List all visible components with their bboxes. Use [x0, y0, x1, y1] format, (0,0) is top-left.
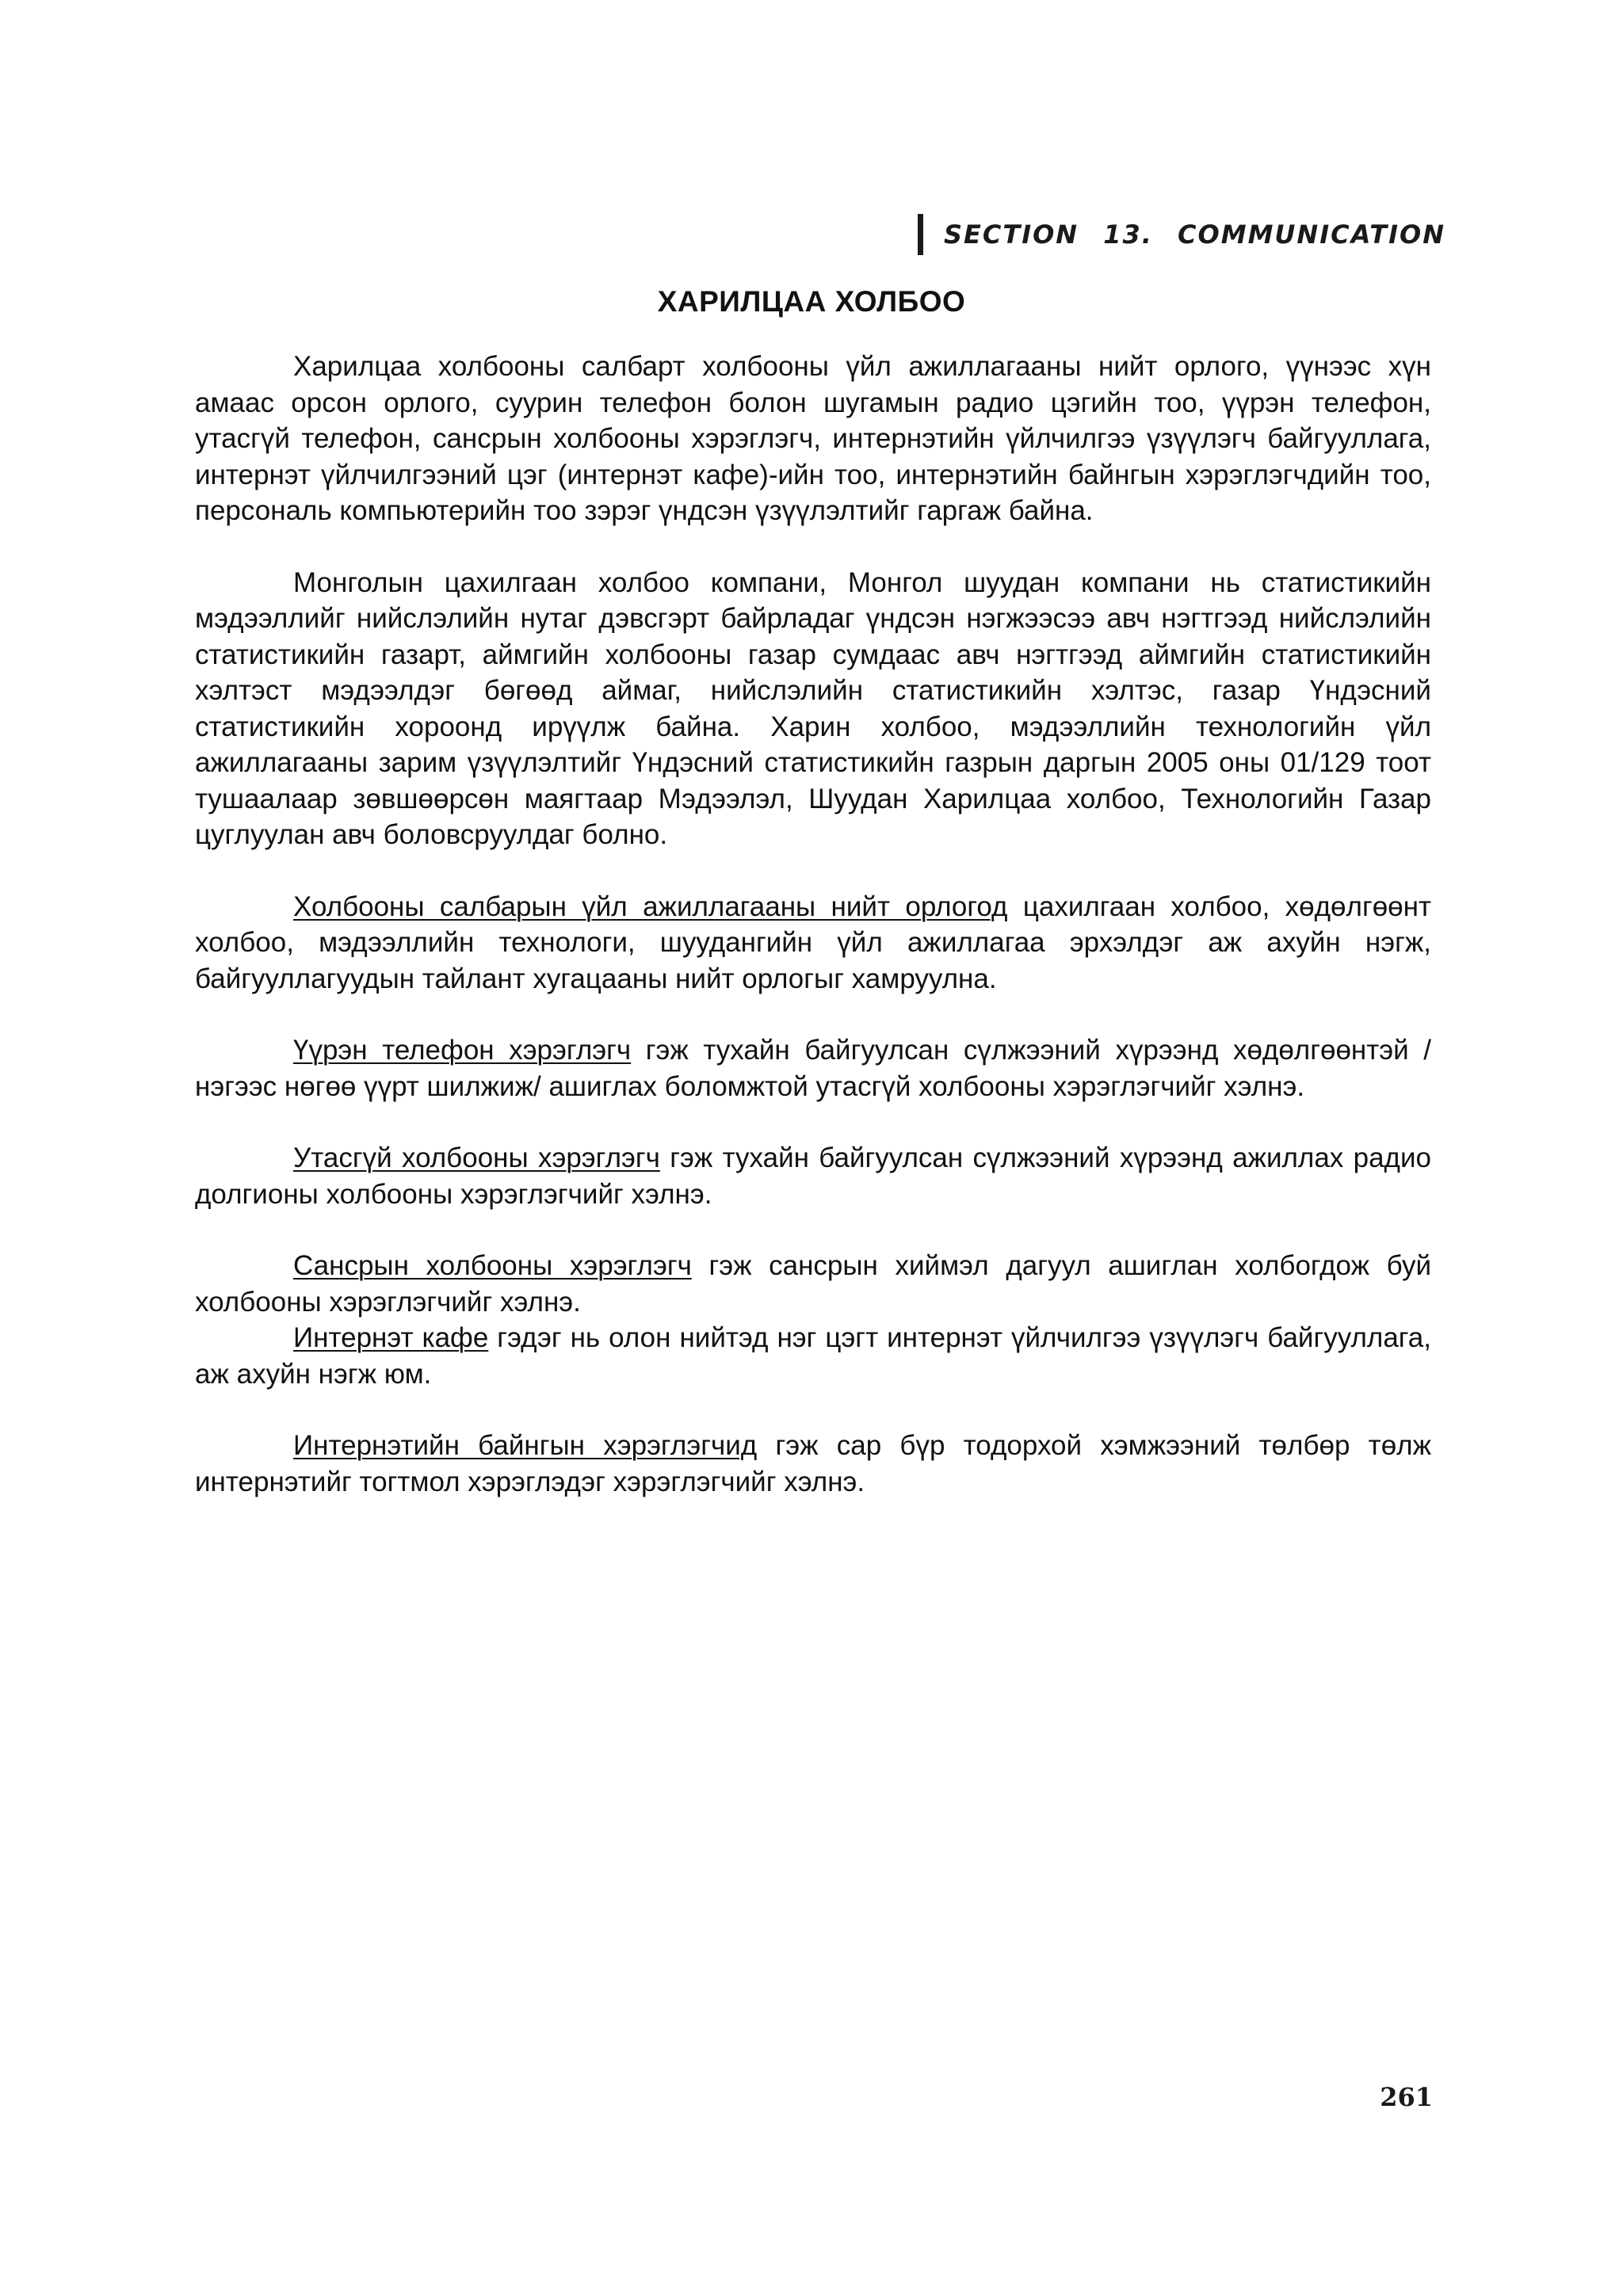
- paragraph-data-sources: Монголын цахилгаан холбоо компани, Монгол шуудан компани нь статистикийн мэдээллийг нийслэлийн нутаг дэвсгэрт байрладаг үндсэн нэгжээсээ авч нэгтгээд нийслэлийн статистикийн газарт, аймгийн холбооны газар сумдаас авч нэгтгээд аймгийн статистикийн хэлтэст мэдээлдэг бөгөөд аймаг, нийслэлийн статистикийн хэлтэс, газар Үндэсний статистикийн хороонд ирүүлж байна. Харин холбоо, мэдээллийн технологийн үйл ажиллагааны зарим үзүүлэлтийг Үндэсний статистикийн газрын даргын 2005 оны 01/129 тоот тушаалаар зөвшөөрсөн маягтаар Мэдээлэл, Шуудан Харилцаа холбоо, Технологийн Газар цуглуулан авч боловсруулдаг болно.: [195, 566, 1431, 850]
- definition-text: гэж тухайн байгуулсан сүлжээний хүрээнд ажиллах радио долгионы холбооны хэрэглэгчийг хэлнэ.: [195, 1142, 1431, 1210]
- definition-text: гэж сар бүр тодорхой хэмжээний төлбөр төлж интернэтийг тогтмол хэрэглэдэг хэрэглэгчийг хэлнэ.: [195, 1430, 1431, 1497]
- defined-term: Холбооны салбарын үйл ажиллагааны нийт орлогод: [293, 891, 1008, 922]
- paragraph-overview: Харилцаа холбооны салбарт холбооны үйл ажиллагааны нийт орлого, үүнээс хүн амаас орсон орлого, суурин телефон болон шугамын радио цэгийн тоо, үүрэн телефон, утасгүй телефон, сансрын холбооны хэрэглэгч, интернэтийн үйлчилгээ үзүүлэгч байгууллага, интернэт үйлчилгээний цэг (интернэт кафе)-ийн тоо, интернэтийн байнгын хэрэглэгчдийн тоо, персональ компьютерийн тоо зэрэг үндсэн үзүүлэлтийг гаргаж байна.: [195, 351, 1431, 526]
- page-title: ХАРИЛЦАА ХОЛБОО: [657, 285, 966, 318]
- defined-term: Интернэт кафе: [293, 1322, 489, 1353]
- section-label: SECTION 13. COMMUNICATION: [943, 219, 1445, 250]
- definition-text: гэдэг нь олон нийтэд нэг цэгт интернэт үйлчилгээ үзүүлэгч байгууллага, аж ахуйн нэгж юм.: [195, 1322, 1431, 1390]
- document-body: [195, 349, 1431, 1500]
- header-divider-bar: [918, 214, 923, 255]
- section-header: [918, 214, 1445, 255]
- defined-term: Үүрэн телефон хэрэглэгч: [293, 1035, 632, 1066]
- definition-text: гэж сансрын хиймэл дагуул ашиглан холбогдож буй холбооны хэрэглэгчийг хэлнэ.: [195, 1250, 1431, 1318]
- paragraph-definition-total-revenue: [195, 889, 1431, 997]
- paragraph-definition-wireless-user: [195, 1140, 1431, 1212]
- paragraph-definition-internet-subscribers: [195, 1428, 1431, 1500]
- defined-term: Сансрын холбооны хэрэглэгч: [293, 1250, 692, 1281]
- definition-text: гэж тухайн байгуулсан сүлжээний хүрээнд хөдөлгөөнтэй /нэгээс нөгөө үүрт шилжиж/ ашиглах боломжтой утасгүй холбооны хэрэглэгчийг хэлнэ.: [195, 1035, 1432, 1102]
- page-number: 261: [1380, 2082, 1433, 2112]
- defined-term: Утасгүй холбооны хэрэглэгч: [293, 1142, 660, 1173]
- paragraph-definition-internet-cafe: [195, 1320, 1431, 1392]
- paragraph-definition-mobile-user: [195, 1032, 1431, 1104]
- definition-text: цахилгаан холбоо, хөдөлгөөнт холбоо, мэдээллийн технологи, шуудангийн үйл ажиллагаа эрхэлдэг аж ахуйн нэгж, байгууллагуудын тайлант хугацааны нийт орлогыг хамруулна.: [195, 891, 1431, 994]
- defined-term: Интернэтийн байнгын хэрэглэгчид: [293, 1430, 758, 1461]
- paragraph-definition-satellite-user: [195, 1248, 1431, 1320]
